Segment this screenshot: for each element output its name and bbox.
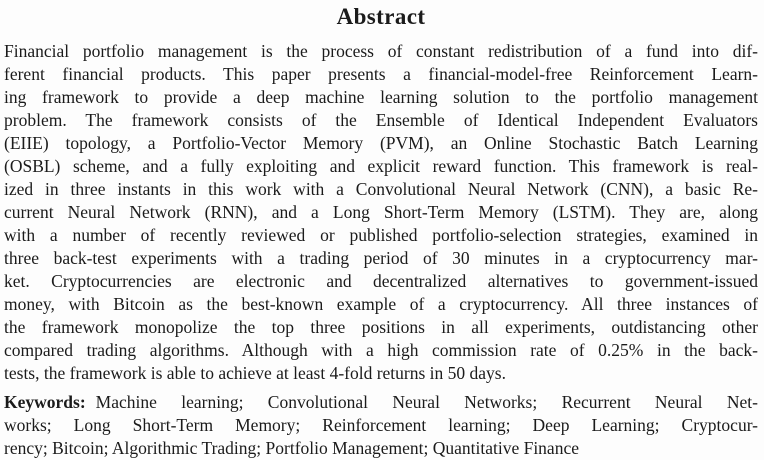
- abstract-text-line: ing framework to provide a deep machine learning solution to the portfolio management: [4, 87, 758, 107]
- abstract-text-line: compared trading algorithms. Although with a high commission rate of 0.25% in the back-: [4, 340, 758, 360]
- abstract-text-line: three back-test experiments with a trading period of 30 minutes in a cryptocurrency mar-: [4, 248, 758, 268]
- abstract-text-line: money, with Bitcoin as the best-known example of a cryptocurrency. All three instances of: [4, 294, 758, 314]
- abstract-text-line: ized in three instants in this work with a Convolutional Neural Network (CNN), a basic Re-: [4, 179, 758, 199]
- abstract-text-line: current Neural Network (RNN), and a Long Short-Term Memory (LSTM). They are, along: [4, 202, 758, 222]
- abstract-text-line: ket. Cryptocurrencies are electronic and decentralized alternatives to government-issued: [4, 271, 758, 291]
- abstract-text-line: Financial portfolio management is the process of constant redistribution of a fund into dif-: [4, 41, 758, 61]
- keywords-label: Keywords:: [4, 392, 86, 412]
- abstract-text-line: (OSBL) scheme, and a fully exploiting and explicit reward function. This framework is real-: [4, 156, 758, 176]
- keywords-text-line: rency; Bitcoin; Algorithmic Trading; Portfolio Management; Quantitative Finance: [4, 438, 579, 458]
- abstract-text-line: the framework monopolize the top three positions in all experiments, outdistancing other: [4, 317, 758, 337]
- keywords-section: [4, 391, 758, 460]
- abstract-text-line: tests, the framework is able to achieve at least 4-fold returns in 50 days.: [4, 363, 506, 383]
- abstract-paragraph: [4, 40, 758, 385]
- keywords-text-line: works; Long Short-Term Memory; Reinforcement learning; Deep Learning; Cryptocur-: [4, 415, 758, 435]
- keywords-rest-lines: [4, 414, 758, 460]
- abstract-text-line: (EIIE) topology, a Portfolio-Vector Memory (PVM), an Online Stochastic Batch Learning: [4, 133, 758, 153]
- abstract-text-line: ferent financial products. This paper presents a financial-model-free Reinforcement Learn-: [4, 64, 758, 84]
- keywords-first-line: [4, 391, 758, 414]
- abstract-text-line: with a number of recently reviewed or published portfolio-selection strategies, examined in: [4, 225, 758, 245]
- keywords-first-line-text: Machine learning; Convolutional Neural Networks; Recurrent Neural Net-: [95, 392, 758, 412]
- abstract-heading: Abstract: [336, 4, 426, 29]
- abstract-text-line: problem. The framework consists of the Ensemble of Identical Independent Evaluators: [4, 110, 758, 130]
